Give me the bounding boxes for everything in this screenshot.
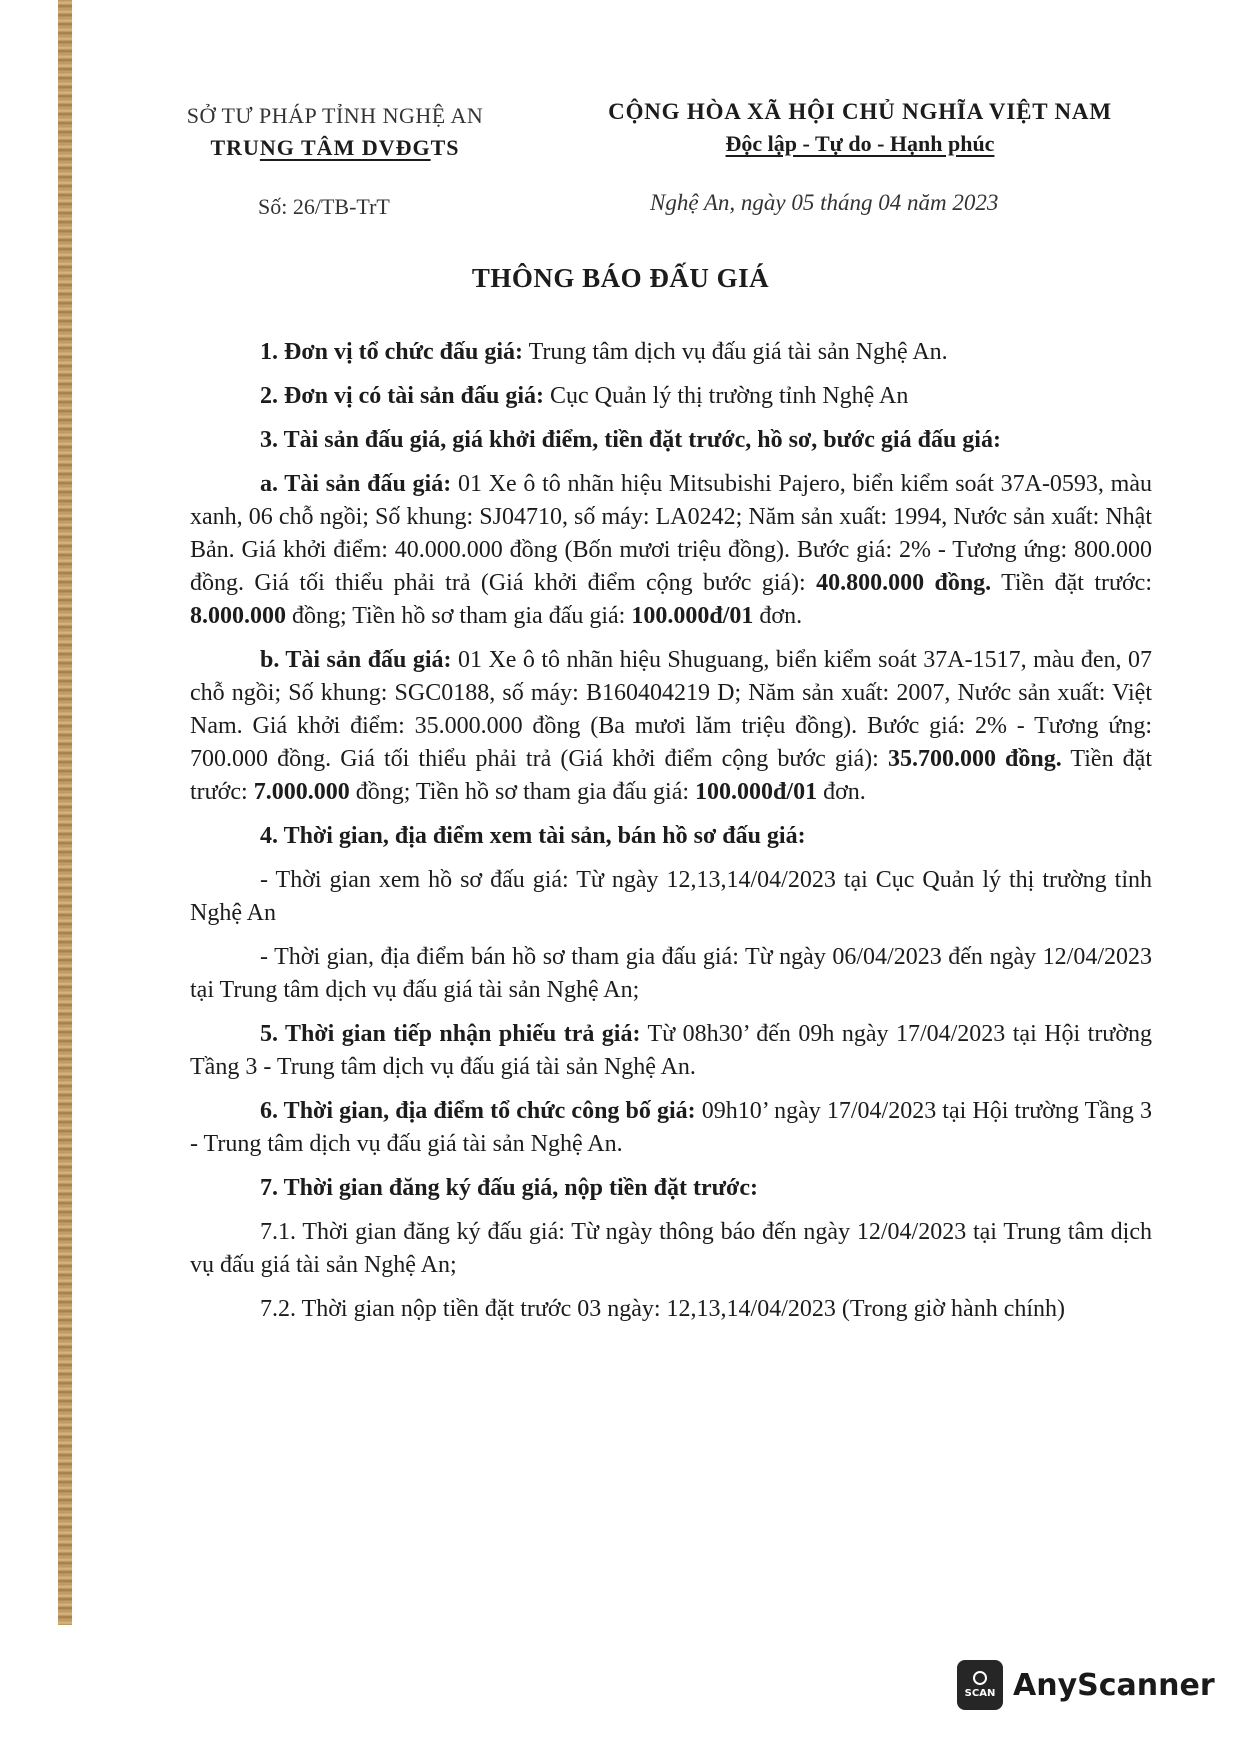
asset-b-min-price: 35.700.000 đồng. [887, 746, 1062, 772]
header-left [130, 100, 540, 164]
center-name-prefix: TRU [210, 135, 260, 160]
section-1-text: Trung tâm dịch vụ đấu giá tài sản Nghệ An. [523, 339, 948, 365]
section-3-label: 3. Tài sản đấu giá, giá khởi điểm, tiền đặt trước, hồ sơ, bước giá đấu giá: [260, 427, 1001, 453]
section-2 [190, 380, 1152, 413]
section-4-line-1: - Thời gian xem hồ sơ đấu giá: Từ ngày 12,13,14/04/2023 tại Cục Quản lý thị trường tỉnh Nghệ An [190, 867, 1152, 926]
section-5 [190, 1018, 1152, 1084]
center-name-suffix: TS [430, 135, 460, 160]
section-6-label: 6. Thời gian, địa điểm tổ chức công bố giá: [260, 1098, 696, 1124]
anyscanner-watermark [957, 1660, 1215, 1710]
section-7 [190, 1172, 1152, 1205]
asset-b-label: b. Tài sản đấu giá: [260, 647, 452, 673]
section-7-label: 7. Thời gian đăng ký đấu giá, nộp tiền đặt trước: [260, 1175, 758, 1201]
center-name-underlined: NG TÂM DVĐG [259, 135, 431, 160]
section-7-2: 7.2. Thời gian nộp tiền đặt trước 03 ngày: 12,13,14/04/2023 (Trong giờ hành chính) [260, 1296, 1066, 1322]
asset-a-text-1: 01 Xe ô tô nhãn hiệu Mitsubishi Pajero, biển kiểm soát 37A-0593, màu xanh, 06 chỗ ngồi; Số khung: SJ04710, số máy: LA0242; Năm sản xuất: 1994, Nước sản xuất: Nhật Bản. Giá khởi điểm: 40.000.000 đồng (Bốn mươi triệu đồng). Bước giá: 2% - Tương ứng: 800.000 đồng. Giá tối thiểu phải trả (Giá khởi điểm cộng bước giá): [190, 471, 1152, 596]
scanner-lens-icon [973, 1671, 987, 1685]
scanner-app-icon [957, 1660, 1003, 1710]
asset-b [190, 644, 1152, 809]
section-7-1: 7.1. Thời gian đăng ký đấu giá: Từ ngày thông báo đến ngày 12/04/2023 tại Trung tâm dịch vụ đấu giá tài sản Nghệ An; [190, 1219, 1152, 1278]
asset-a-fee: 100.000đ/01 [631, 603, 754, 629]
document-number: Số: 26/TB-TrT [258, 194, 390, 219]
section-4 [190, 820, 1152, 853]
scanner-brand-name: AnyScanner [1013, 1667, 1215, 1703]
scanner-icon-label: SCAN [964, 1688, 996, 1699]
section-6-text: 09h10’ ngày 17/04/2023 tại Hội trường Tầng 3 - Trung tâm dịch vụ đấu giá tài sản Nghệ An. [190, 1098, 1152, 1157]
motto-text: Độc lập - Tự do - Hạnh phúc [725, 131, 995, 156]
asset-a-deposit: 8.000.000 [190, 603, 286, 629]
document-title: THÔNG BÁO ĐẤU GIÁ [471, 263, 770, 293]
section-4-line-2: - Thời gian, địa điểm bán hồ sơ tham gia đấu giá: Từ ngày 06/04/2023 đến ngày 12/04/2023 tại Trung tâm dịch vụ đấu giá tài sản Nghệ An; [190, 944, 1152, 1003]
center-name [130, 132, 540, 164]
header-right [560, 96, 1160, 160]
section-1 [190, 336, 1152, 369]
section-1-label: 1. Đơn vị tổ chức đấu giá: [260, 339, 524, 365]
asset-a-label: a. Tài sản đấu giá: [260, 471, 452, 497]
motto [560, 128, 1160, 160]
asset-b-deposit: 7.000.000 [253, 779, 350, 805]
asset-b-text-3: đồng; Tiền hồ sơ tham gia đấu giá: [349, 779, 696, 805]
asset-b-fee: 100.000đ/01 [695, 779, 818, 805]
asset-b-text-1: 01 Xe ô tô nhãn hiệu Shuguang, biển kiểm soát 37A-1517, màu đen, 07 chỗ ngồi; Số khung: SGC0188, số máy: B160404219 D; Năm sản xuất: 2007, Nước sản xuất: Việt Nam. Giá khởi điểm: 35.000.000 đồng (Ba mươi lăm triệu đồng). Bước giá: 2% - Tương ứng: 700.000 đồng. Giá tối thiểu phải trả (Giá khởi điểm cộng bước giá): [190, 647, 1152, 772]
document-body [190, 336, 1152, 1337]
asset-a-text-2: Tiền đặt trước: [991, 570, 1152, 596]
asset-a [190, 468, 1152, 633]
asset-a-text-3: đồng; Tiền hồ sơ tham gia đấu giá: [286, 603, 632, 629]
agency-name: SỞ TƯ PHÁP TỈNH NGHỆ AN [186, 103, 484, 128]
asset-a-min-price: 40.800.000 đồng. [816, 570, 992, 596]
section-4-label: 4. Thời gian, địa điểm xem tài sản, bán hồ sơ đấu giá: [260, 823, 806, 849]
asset-b-text-2: Tiền đặt trước: [190, 746, 1152, 805]
asset-a-text-4: đơn. [753, 603, 803, 629]
place-date: Nghệ An, ngày 05 tháng 04 năm 2023 [650, 190, 999, 215]
section-6 [190, 1095, 1152, 1161]
section-5-text: Từ 08h30’ đến 09h ngày 17/04/2023 tại Hội trường Tầng 3 - Trung tâm dịch vụ đấu giá tài sản Nghệ An. [190, 1021, 1153, 1080]
section-2-label: 2. Đơn vị có tài sản đấu giá: [260, 383, 544, 409]
section-3 [190, 424, 1152, 457]
country-name: CỘNG HÒA XÃ HỘI CHỦ NGHĨA VIỆT NAM [608, 99, 1112, 124]
section-2-text: Cục Quản lý thị trường tỉnh Nghệ An [544, 383, 909, 409]
section-5-label: 5. Thời gian tiếp nhận phiếu trả giá: [260, 1021, 641, 1047]
asset-b-text-4: đơn. [817, 779, 866, 805]
